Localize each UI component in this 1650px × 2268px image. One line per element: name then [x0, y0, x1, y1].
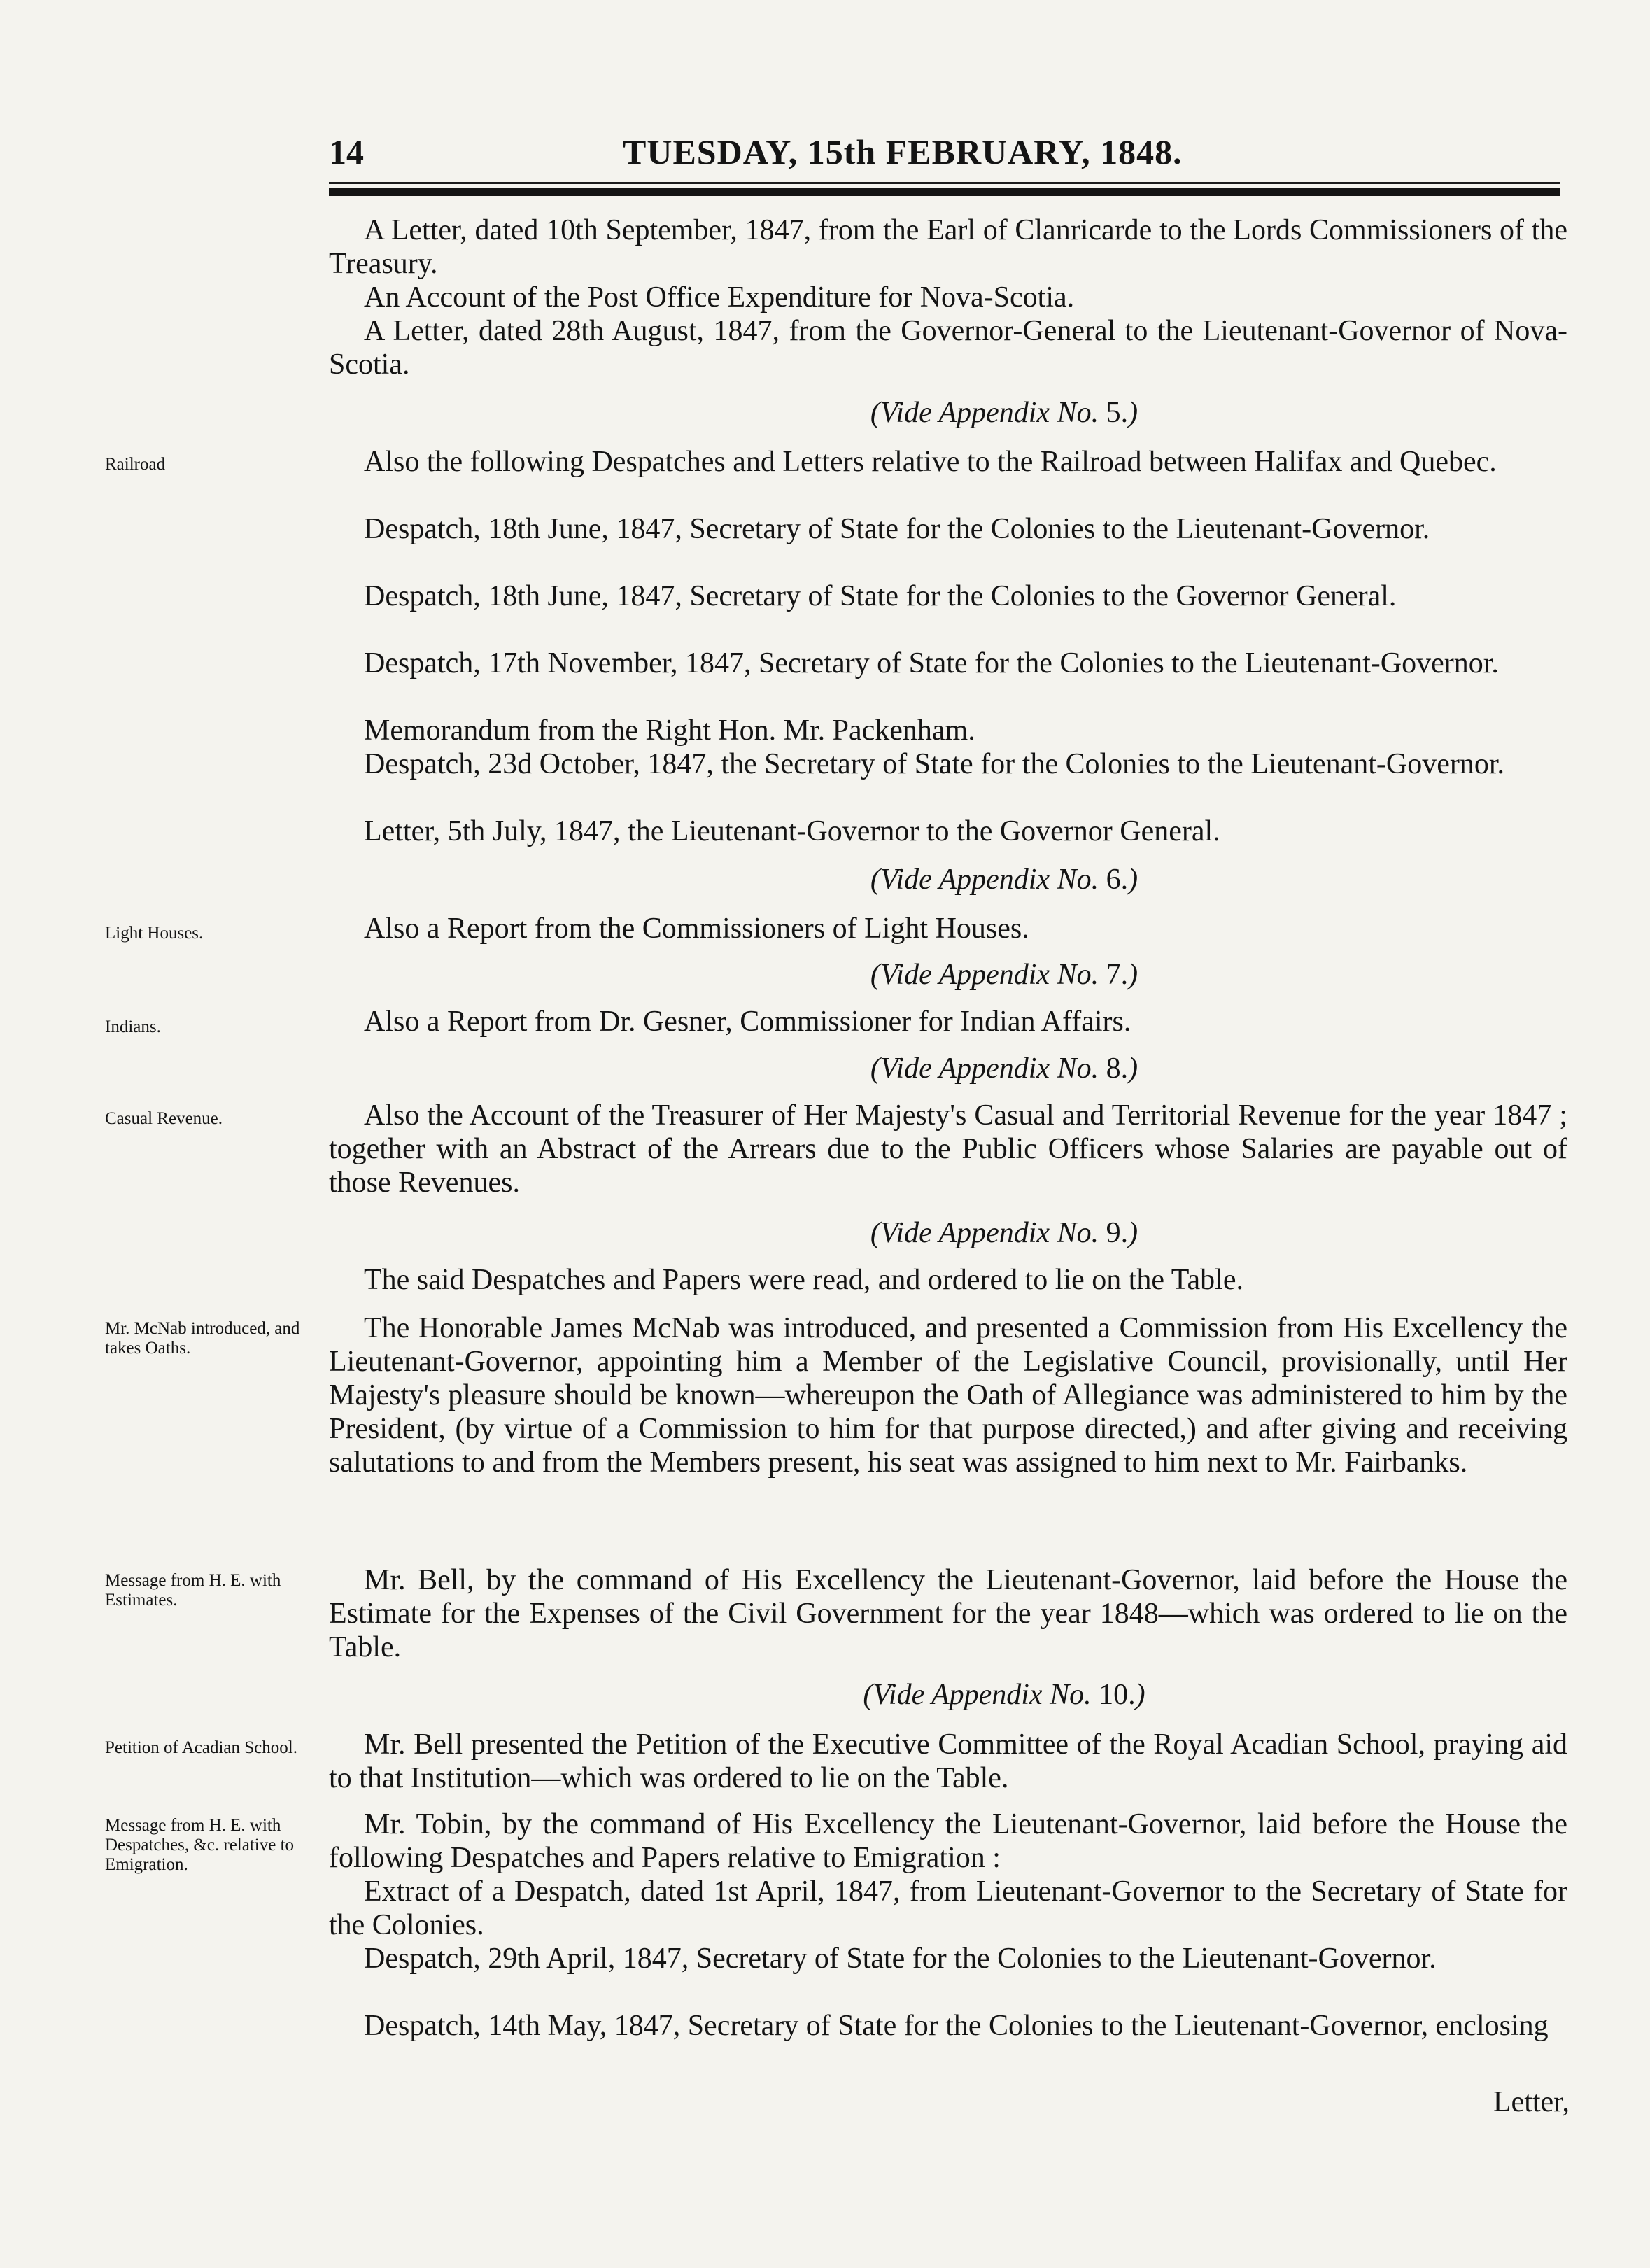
margin-note-petition: Petition of Acadian School. [105, 1738, 297, 1757]
vide-appendix-10: (Vide Appendix No. 10.) [863, 1679, 1145, 1711]
margin-note-indians: Indians. [105, 1017, 161, 1036]
paragraph-acadian-school-petition: Mr. Bell presented the Petition of the Executive Committee of the Royal Acadian School, praying aid to that Institution—which was ordered to lie on the Table. [329, 1728, 1567, 1794]
paragraph-packenham-memorandum: Memorandum from the Right Hon. Mr. Packenham. [364, 714, 975, 747]
margin-note-mcnab: Mr. McNab introduced, and takes Oaths. [105, 1319, 300, 1358]
paragraph-governor-general-letter: A Letter, dated 28th August, 1847, from the Governor-General to the Lieutenant-Governor of Nova-Scotia. [329, 315, 1567, 381]
margin-note-light-houses: Light Houses. [105, 924, 204, 943]
margin-note-emigration: Message from H. E. with Despatches, &c. relative to Emigration. [105, 1816, 295, 1874]
paragraph-light-houses-report: Also a Report from the Commissioners of Light Houses. [364, 913, 1029, 945]
paragraph-despatch-18-june-gov-gen: Despatch, 18th June, 1847, Secretary of State for the Colonies to the Governor General. [364, 580, 1397, 612]
header-rule-thin [329, 182, 1560, 184]
vide-appendix-5: (Vide Appendix No. 5.) [870, 397, 1138, 429]
vide-appendix-7: (Vide Appendix No. 7.) [870, 959, 1138, 991]
paragraph-despatch-23-october: Despatch, 23d October, 1847, the Secretary of State for the Colonies to the Lieutenant-Governor. [364, 748, 1505, 780]
margin-note-estimates: Message from H. E. with Estimates. [105, 1571, 281, 1610]
paragraph-casual-revenue-account: Also the Account of the Treasurer of Her Majesty's Casual and Territorial Revenue for the year 1847 ; together with an Abstract of the Arrears due to the Public Officers whose Salaries are payable out of those Revenues. [329, 1099, 1567, 1199]
page-number: 14 [329, 132, 364, 171]
paragraph-railroad-despatches: Also the following Despatches and Letters relative to the Railroad between Halifax and Quebec. [364, 446, 1497, 478]
paragraph-post-office-account: An Account of the Post Office Expenditure for Nova-Scotia. [364, 281, 1075, 314]
margin-note-railroad: Railroad [105, 455, 166, 474]
paragraph-despatch-17-november: Despatch, 17th November, 1847, Secretary of State for the Colonies to the Lieutenant-Governor. [364, 647, 1499, 679]
paragraph-bell-estimates: Mr. Bell, by the command of His Excellency the Lieutenant-Governor, laid before the House the Estimate for the Expenses of the Civil Government for the year 1848—which was ordered to lie on the Table. [329, 1564, 1567, 1663]
paragraph-extract-1-april: Extract of a Despatch, dated 1st April, 1847, from Lieutenant-Governor to the Secretary of State for the Colonies. [329, 1875, 1567, 1941]
catchword: Letter, [1493, 2086, 1570, 2118]
paragraph-despatch-18-june-lt-gov: Despatch, 18th June, 1847, Secretary of State for the Colonies to the Lieutenant-Governor. [364, 513, 1430, 545]
margin-note-casual-revenue: Casual Revenue. [105, 1109, 223, 1128]
paragraph-despatch-29-april: Despatch, 29th April, 1847, Secretary of State for the Colonies to the Lieutenant-Governor. [364, 1943, 1437, 1975]
paragraph-papers-read: The said Despatches and Papers were read, and ordered to lie on the Table. [364, 1264, 1243, 1296]
paragraph-mcnab-introduced: The Honorable James McNab was introduced, and presented a Commission from His Excellency the Lieutenant-Governor, appointing him a Member of the Legislative Council, provisionally, until Her Majesty's pleasure should be known—whereupon the Oath of Allegiance was administered to him by the President, (by virtue of a Commission to him for that purpose directed,) and after giving and receiving salutations to and from the Members present, his seat was assigned to him next to Mr. Fairbanks. [329, 1312, 1567, 1479]
header-date-title: TUESDAY, 15th FEBRUARY, 1848. [623, 132, 1183, 171]
vide-appendix-6: (Vide Appendix No. 6.) [870, 864, 1138, 896]
running-header [329, 126, 1560, 179]
header-rule-thick [329, 188, 1560, 196]
paragraph-letter-5-july: Letter, 5th July, 1847, the Lieutenant-Governor to the Governor General. [364, 815, 1220, 847]
vide-appendix-9: (Vide Appendix No. 9.) [870, 1217, 1138, 1249]
vide-appendix-8: (Vide Appendix No. 8.) [870, 1052, 1138, 1085]
paragraph-clanricarde-letter: A Letter, dated 10th September, 1847, from the Earl of Clanricarde to the Lords Commissioners of the Treasury. [329, 214, 1567, 280]
paragraph-tobin-emigration: Mr. Tobin, by the command of His Excellency the Lieutenant-Governor, laid before the House the following Despatches and Papers relative to Emigration : [329, 1808, 1567, 1874]
paragraph-despatch-14-may: Despatch, 14th May, 1847, Secretary of State for the Colonies to the Lieutenant-Governor, enclosing [364, 2010, 1549, 2042]
paragraph-indian-affairs-report: Also a Report from Dr. Gesner, Commissioner for Indian Affairs. [364, 1006, 1131, 1038]
